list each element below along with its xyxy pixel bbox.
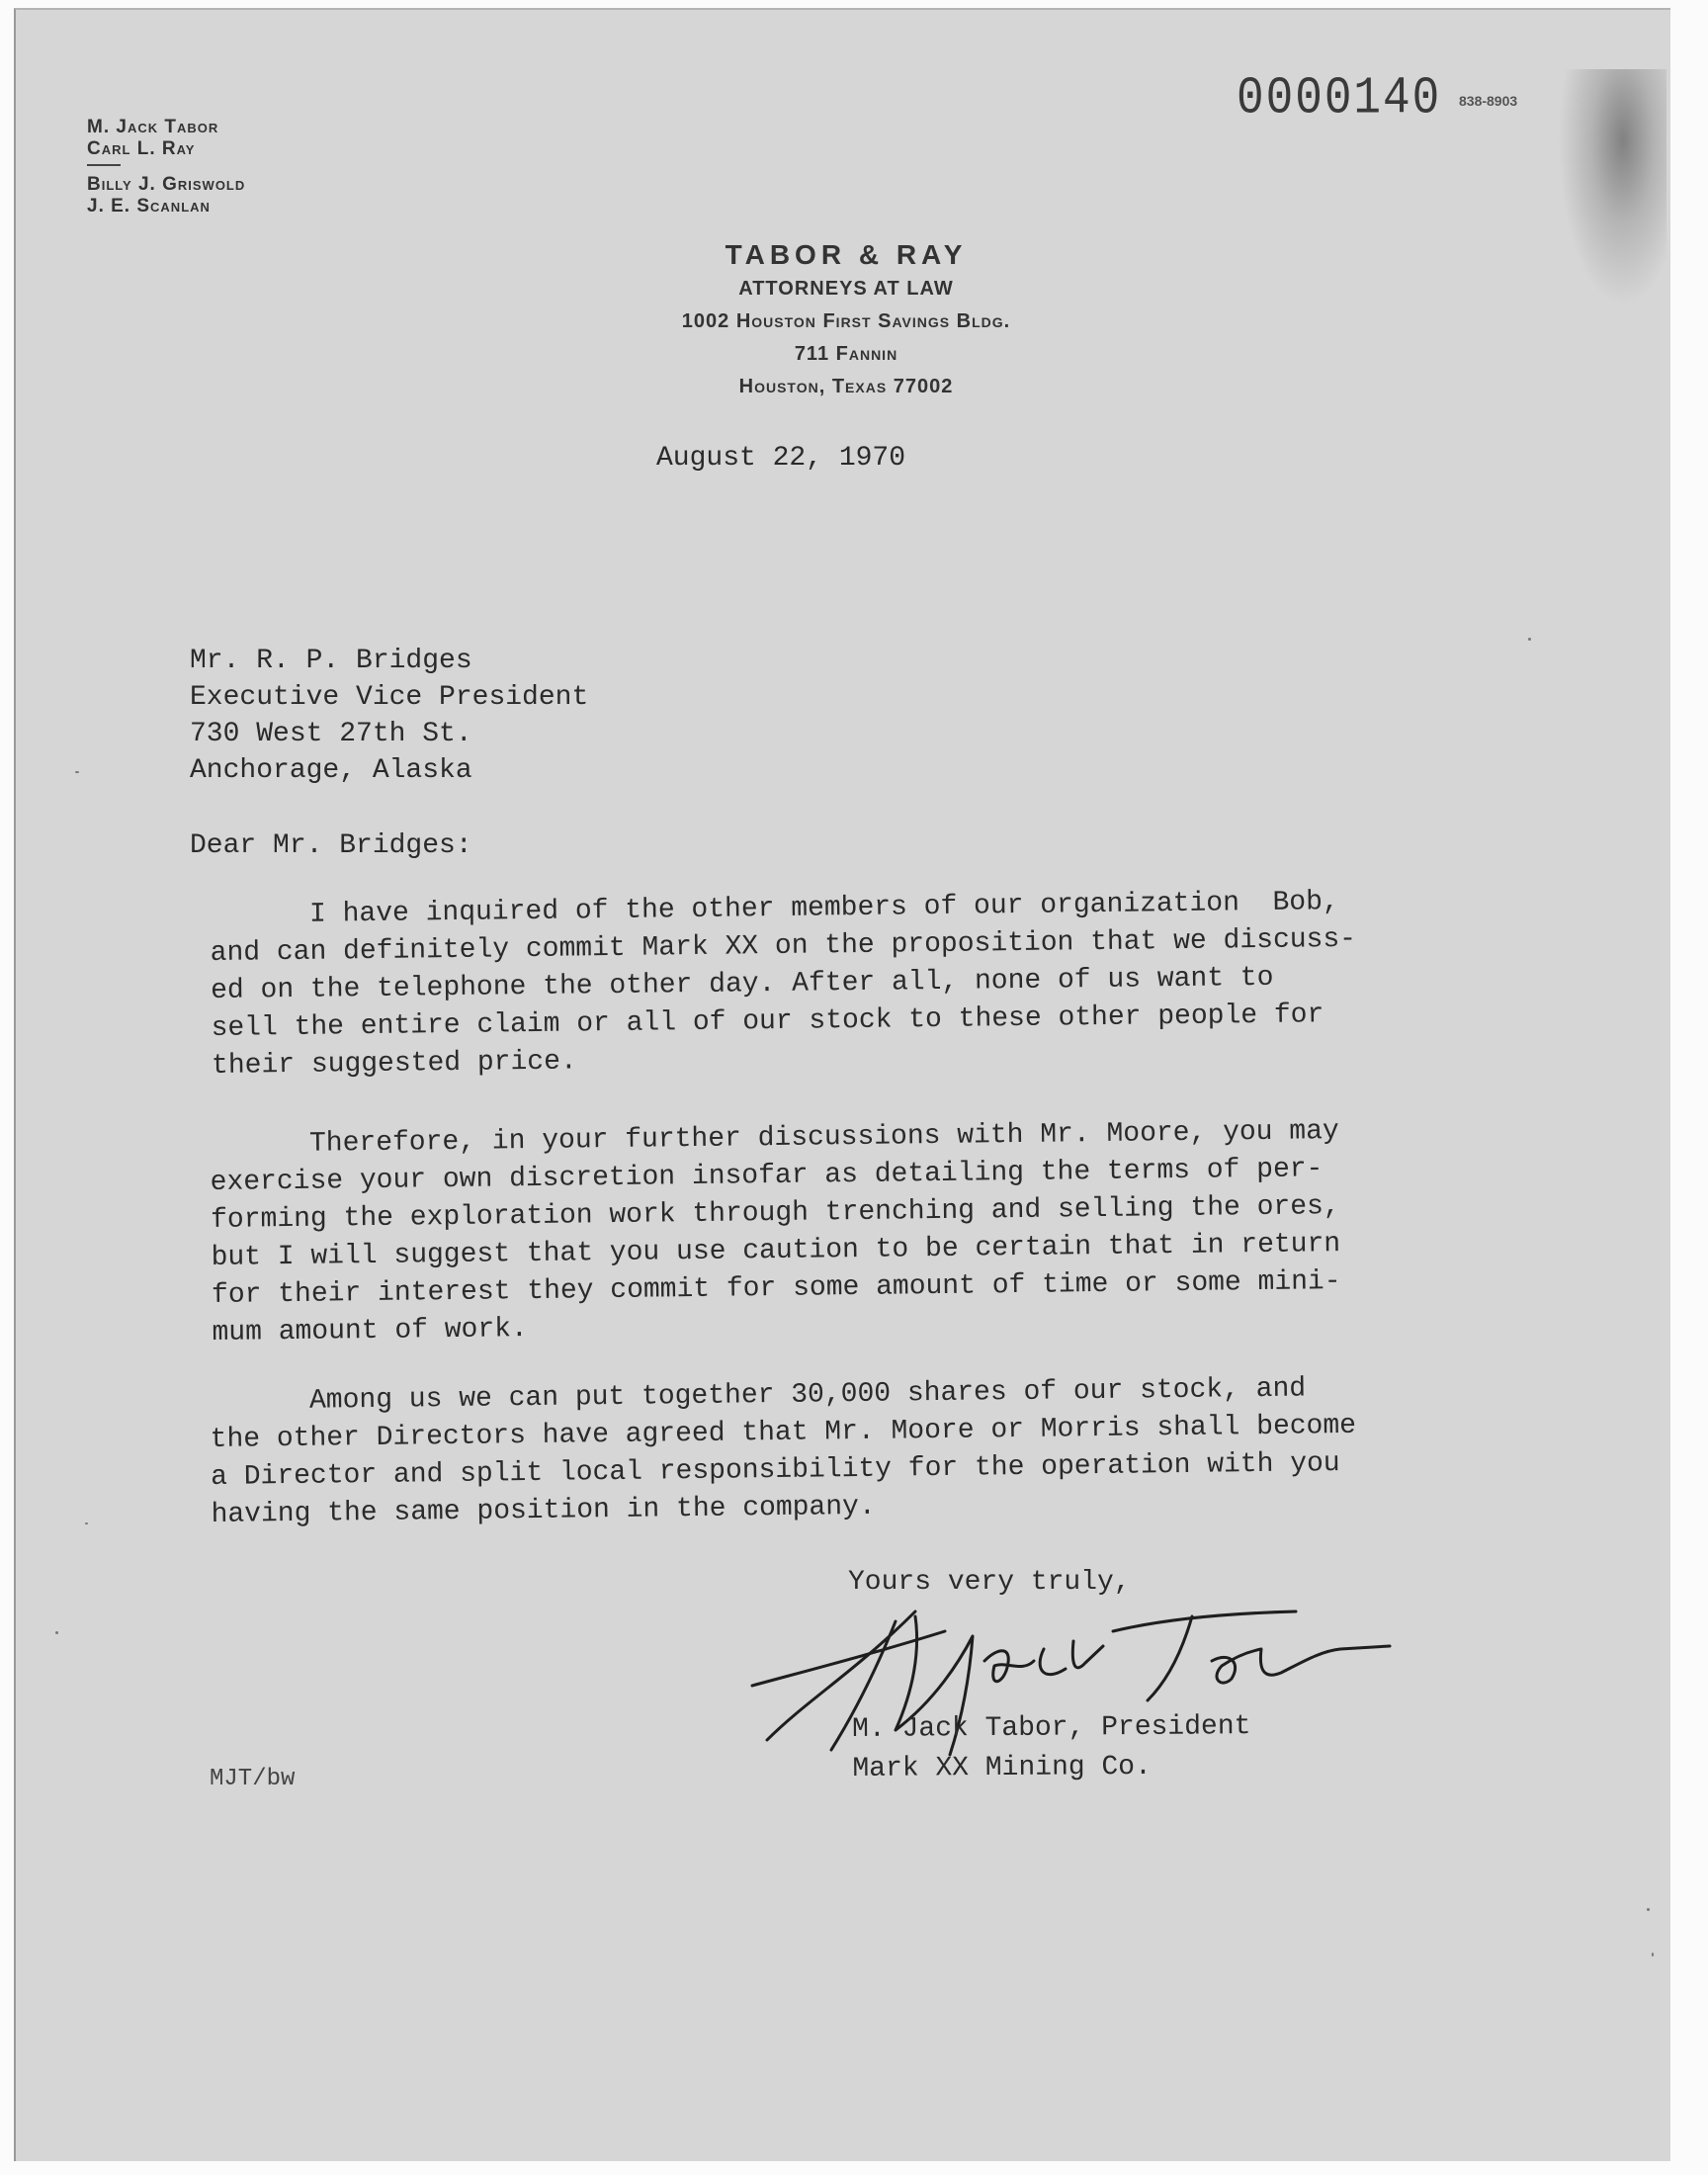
partner-list — [87, 117, 245, 218]
salutation: Dear Mr. Bridges: — [190, 830, 472, 861]
firm-name: TABOR & RAY — [725, 239, 968, 270]
paragraph-line: Therefore, in your further discussions with Mr. Moore, you may — [210, 1116, 1339, 1161]
paragraph-line: exercise your own discretion insofar as detailing the terms of per- — [210, 1154, 1324, 1198]
firm-subtitle: ATTORNEYS AT LAW — [738, 278, 954, 300]
scan-speck — [55, 1631, 58, 1634]
firm-address-line: 1002 Houston First Savings Bldg. — [681, 310, 1011, 332]
scan-speck — [1528, 638, 1531, 641]
letterhead — [550, 237, 1143, 403]
firm-address-line: Houston, Texas 77002 — [738, 376, 954, 397]
paragraph-line: sell the entire claim or all of our stock to these other people for — [211, 1000, 1324, 1044]
paragraph-line: Among us we can put together 30,000 shares of our stock, and — [210, 1373, 1307, 1418]
letter-date: August 22, 1970 — [656, 443, 906, 474]
body-paragraph — [210, 1367, 1595, 1534]
scan-speck — [1647, 1908, 1650, 1911]
paragraph-line: but I will suggest that you use caution to be certain that in return — [211, 1229, 1341, 1273]
letter-page — [14, 8, 1670, 2161]
document-number: 0000140 — [1237, 69, 1442, 129]
paragraph-line: mum amount of work. — [212, 1314, 528, 1348]
paragraph-line: their suggested price. — [211, 1046, 577, 1082]
scan-speck — [85, 1522, 88, 1524]
body-paragraph — [210, 881, 1595, 1086]
paragraph-line: I have inquired of the other members of our organization Bob, — [210, 887, 1339, 931]
document-number-suffix: 838-8903 — [1459, 93, 1518, 109]
signer-company: Mark XX Mining Co. — [852, 1751, 1152, 1784]
signer-name-title: M. Jack Tabor, President — [852, 1711, 1251, 1745]
partner-name: Billy J. Griswold — [87, 174, 246, 195]
paragraph-line: the other Directors have agreed that Mr. Moore or Morris shall become — [210, 1410, 1357, 1455]
paragraph-line: for their interest they commit for some amount of time or some mini- — [211, 1266, 1341, 1311]
recipient-line: Mr. R. P. Bridges — [190, 646, 472, 676]
recipient-address — [190, 643, 588, 789]
partner-name: M. Jack Tabor — [87, 117, 219, 137]
scan-speck — [1652, 1953, 1654, 1957]
paragraph-line: and can definitely commit Mark XX on the proposition that we discuss- — [210, 923, 1357, 969]
paragraph-line: having the same position in the company. — [211, 1491, 876, 1530]
signature-block — [852, 1707, 1251, 1789]
complimentary-close: Yours very truly, — [848, 1567, 1131, 1598]
paragraph-line: ed on the telephone the other day. After all, none of us want to — [210, 962, 1274, 1006]
divider — [87, 164, 121, 166]
partner-name: J. E. Scanlan — [87, 196, 211, 217]
scan-smudge — [1558, 69, 1666, 306]
paragraph-line: forming the exploration work through trenching and selling the ores, — [210, 1191, 1340, 1236]
paragraph-line: a Director and split local responsibility for the operation with you — [210, 1448, 1340, 1493]
body-paragraph — [210, 1110, 1596, 1352]
recipient-line: Anchorage, Alaska — [190, 755, 472, 786]
partner-name: Carl L. Ray — [87, 138, 196, 159]
scan-speck — [75, 771, 79, 773]
firm-address-line: 711 Fannin — [794, 343, 898, 365]
recipient-line: 730 West 27th St. — [190, 719, 472, 749]
recipient-line: Executive Vice President — [190, 682, 589, 713]
typist-initials: MJT/bw — [210, 1766, 296, 1792]
